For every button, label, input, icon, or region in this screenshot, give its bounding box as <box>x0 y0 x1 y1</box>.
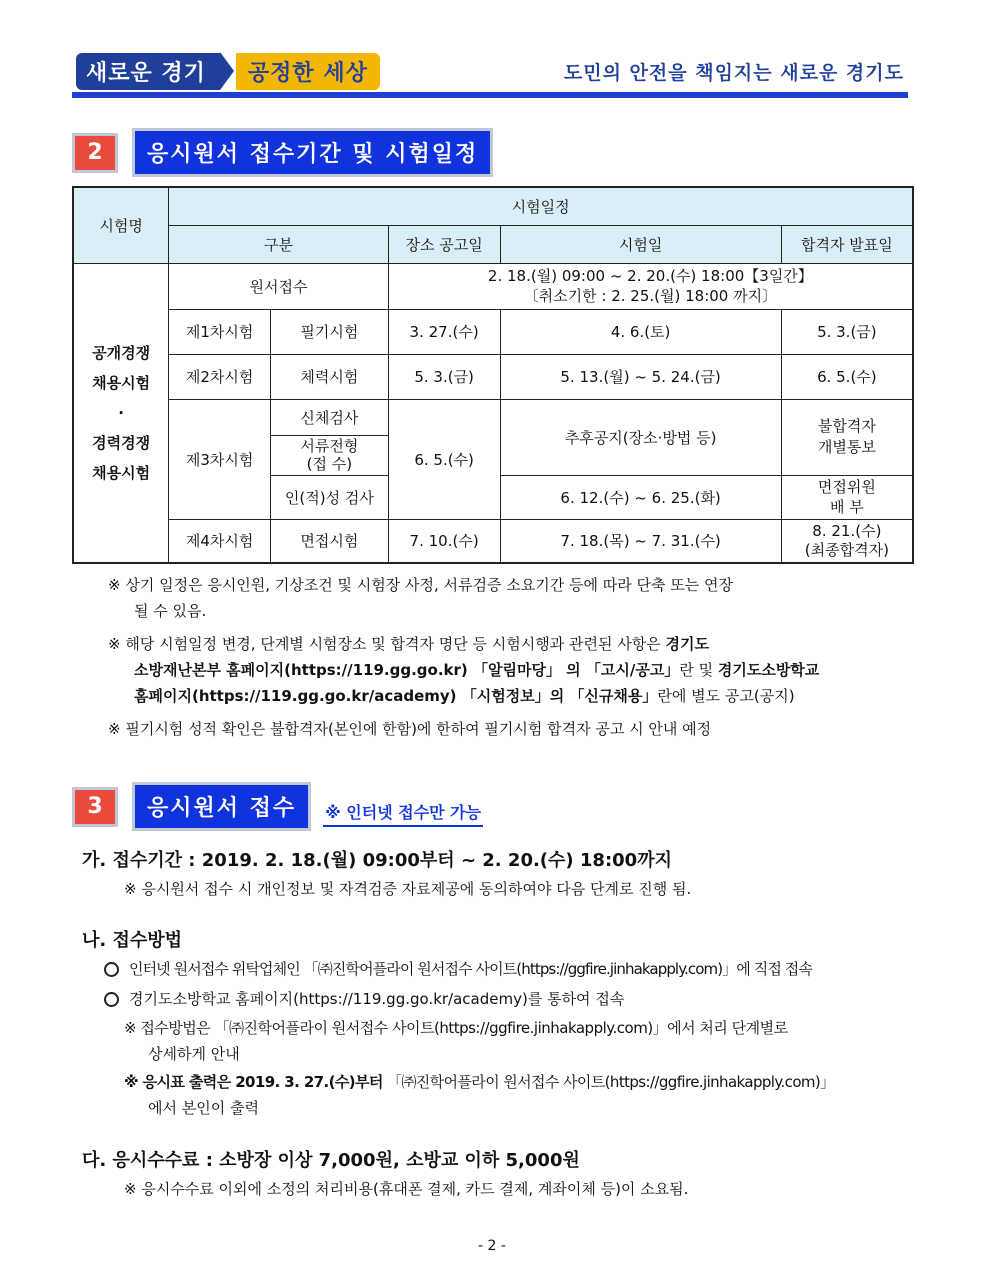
section-2-heading <box>72 128 493 177</box>
ga-title: 가. 접수기간 : 2019. 2. 18.(월) 09:00부터 ~ 2. 20.(수) 18:00까지 <box>82 850 672 871</box>
result-line: 8. 21.(수) <box>812 521 882 540</box>
note-line: 에서 본인이 출력 <box>148 1099 259 1117</box>
exam-schedule-table <box>72 186 914 564</box>
da-note: ※ 응시수수료 이외에 소정의 처리비용(휴대폰 결제, 카드 결제, 계좌이체 등)이 소요됨. <box>124 1180 689 1198</box>
na-title: 나. 접수방법 <box>82 930 183 951</box>
table-row <box>73 354 913 399</box>
note-emphasis: 경기도 <box>665 635 709 653</box>
page-header <box>72 48 908 100</box>
result-line: 불합격자 <box>817 417 876 435</box>
date-cell: 4. 6.(토) <box>500 309 781 354</box>
page-number: - 2 - <box>478 1238 506 1254</box>
note-line: 될 수 있음. <box>134 602 207 620</box>
result-cell <box>781 475 913 519</box>
na-bullet-2 <box>104 988 624 1009</box>
note-emphasis: 경기도소방학교 <box>717 661 820 679</box>
na-sub-note-1 <box>124 1015 924 1067</box>
exam-name-cell <box>73 263 169 563</box>
place-cell: 5. 3.(금) <box>388 354 500 399</box>
table-row <box>73 309 913 354</box>
result-line: (최종합격자) <box>804 540 889 559</box>
type-cell: 면접시험 <box>271 519 389 563</box>
type-line: 서류전형 <box>300 437 359 455</box>
type-cell: 신체검사 <box>271 399 389 435</box>
result-cell: 5. 3.(금) <box>781 309 913 354</box>
bullet-text: 인터넷 원서접수 위탁업체인 「㈜진학어플라이 원서접수 사이트(https://ggfire.jinhakapply.com)」에 직접 접속 <box>129 960 812 978</box>
note-text: 란에 별도 공고(공지) <box>657 687 795 705</box>
note-emphasis: 소방재난본부 홈페이지(https://119.gg.go.kr) 「알림마당」 의 「고시/공고」 <box>134 661 680 679</box>
section-title: 응시원서 접수기간 및 시험일정 <box>132 128 493 177</box>
header-result-date: 합격자 발표일 <box>781 225 913 263</box>
type-cell <box>271 435 389 475</box>
logo-arrow-icon <box>220 52 234 90</box>
exam-name-line: 공개경쟁 <box>92 343 151 362</box>
logo <box>76 52 380 90</box>
stage-cell: 제2차시험 <box>169 354 271 399</box>
note-2 <box>108 631 918 709</box>
da-title: 다. 응시수수료 : 소방장 이상 7,000원, 소방교 이하 5,000원 <box>82 1150 580 1171</box>
ga-note: ※ 응시원서 접수 시 개인정보 및 자격검증 자료제공에 동의하여야 다음 단계로 진행 됨. <box>124 880 692 898</box>
exam-name-line: 채용시험 <box>92 463 151 482</box>
na-sub-note-2 <box>124 1069 924 1121</box>
date-cell: 추후공지(장소·방법 등) <box>500 399 781 475</box>
note-line <box>108 683 918 709</box>
type-cell: 체력시험 <box>271 354 389 399</box>
circle-bullet-icon <box>104 962 119 977</box>
section-number: 3 <box>72 787 118 827</box>
note-text: 「㈜진학어플라이 원서접수 사이트(https://ggfire.jinhakapply.com)」 <box>382 1073 835 1091</box>
header-division: 구분 <box>169 225 388 263</box>
na-bullet-1 <box>104 958 812 979</box>
circle-bullet-icon <box>104 992 119 1007</box>
stage-cell: 제4차시험 <box>169 519 271 563</box>
result-cell <box>781 519 913 563</box>
type-cell: 인(적)성 검사 <box>271 475 389 519</box>
result-cell <box>781 399 913 475</box>
note-line <box>108 657 918 683</box>
date-cell: 7. 18.(목) ~ 7. 31.(수) <box>500 519 781 563</box>
table-row <box>73 399 913 435</box>
stage-cell: 제1차시험 <box>169 309 271 354</box>
result-line: 개별통보 <box>817 438 876 456</box>
exam-name-line: · <box>118 403 124 422</box>
apply-cancel-line: 〔취소기한 : 2. 25.(월) 18:00 까지〕 <box>523 287 778 305</box>
logo-part1: 새로운 경기 <box>76 53 220 90</box>
result-cell: 6. 5.(수) <box>781 354 913 399</box>
date-cell: 6. 12.(수) ~ 6. 25.(화) <box>500 475 781 519</box>
section-3-heading <box>72 782 483 831</box>
section-title: 응시원서 접수 <box>132 782 311 831</box>
note-line: 상세하게 안내 <box>148 1045 240 1063</box>
exam-name-line: 경력경쟁 <box>92 433 151 452</box>
note-line: ※ 상기 일정은 응시인원, 기상조건 및 시험장 사정, 서류검증 소요기간 등에 따라 단축 또는 연장 <box>108 576 733 594</box>
exam-name-line: 채용시험 <box>92 373 151 392</box>
header-exam-name: 시험명 <box>73 187 169 263</box>
date-cell: 5. 13.(월) ~ 5. 24.(금) <box>500 354 781 399</box>
apply-label: 원서접수 <box>169 263 388 309</box>
place-cell: 6. 5.(수) <box>388 399 500 519</box>
note-emphasis: ※ 응시표 출력은 2019. 3. 27.(수)부터 <box>124 1073 383 1091</box>
result-line: 면접위원 <box>817 478 876 496</box>
note-emphasis: 홈페이지(https://119.gg.go.kr/academy) 「시험정보」의 「신규채용」 <box>134 687 658 705</box>
apply-period <box>388 263 913 309</box>
note-1 <box>108 572 918 624</box>
header-exam-date: 시험일 <box>500 225 781 263</box>
apply-period-line: 2. 18.(월) 09:00 ~ 2. 20.(수) 18:00【3일간】 <box>487 267 813 285</box>
bullet-text: 경기도소방학교 홈페이지(https://119.gg.go.kr/academy)를 통하여 접속 <box>129 990 625 1008</box>
note-3: ※ 필기시험 성적 확인은 불합격자(본인에 한함)에 한하여 필기시험 합격자 공고 시 안내 예정 <box>108 720 712 738</box>
section-subtitle: ※ 인터넷 접수만 가능 <box>323 800 483 827</box>
header-slogan: 도민의 안전을 책임지는 새로운 경기도 <box>563 62 904 84</box>
header-place-notice: 장소 공고일 <box>388 225 500 263</box>
header-divider <box>72 92 908 98</box>
section-number: 2 <box>72 133 118 173</box>
note-line <box>108 631 918 657</box>
note-line <box>124 1069 924 1095</box>
note-text: ※ 해당 시험일정 변경, 단계별 시험장소 및 합격자 명단 등 시험시행과 관련된 사항은 <box>108 635 666 653</box>
note-text: 란 및 <box>679 661 718 679</box>
result-line: 배 부 <box>829 498 864 516</box>
header-schedule: 시험일정 <box>169 187 913 225</box>
stage-cell: 제3차시험 <box>169 399 271 519</box>
note-line: ※ 접수방법은 「㈜진학어플라이 원서접수 사이트(https://ggfire.jinhakapply.com)」에서 처리 단계별로 <box>124 1019 788 1037</box>
place-cell: 3. 27.(수) <box>388 309 500 354</box>
table-row <box>73 519 913 563</box>
type-line: (접 수) <box>306 455 353 473</box>
logo-part2: 공정한 세상 <box>236 53 380 90</box>
place-cell: 7. 10.(수) <box>388 519 500 563</box>
type-cell: 필기시험 <box>271 309 389 354</box>
